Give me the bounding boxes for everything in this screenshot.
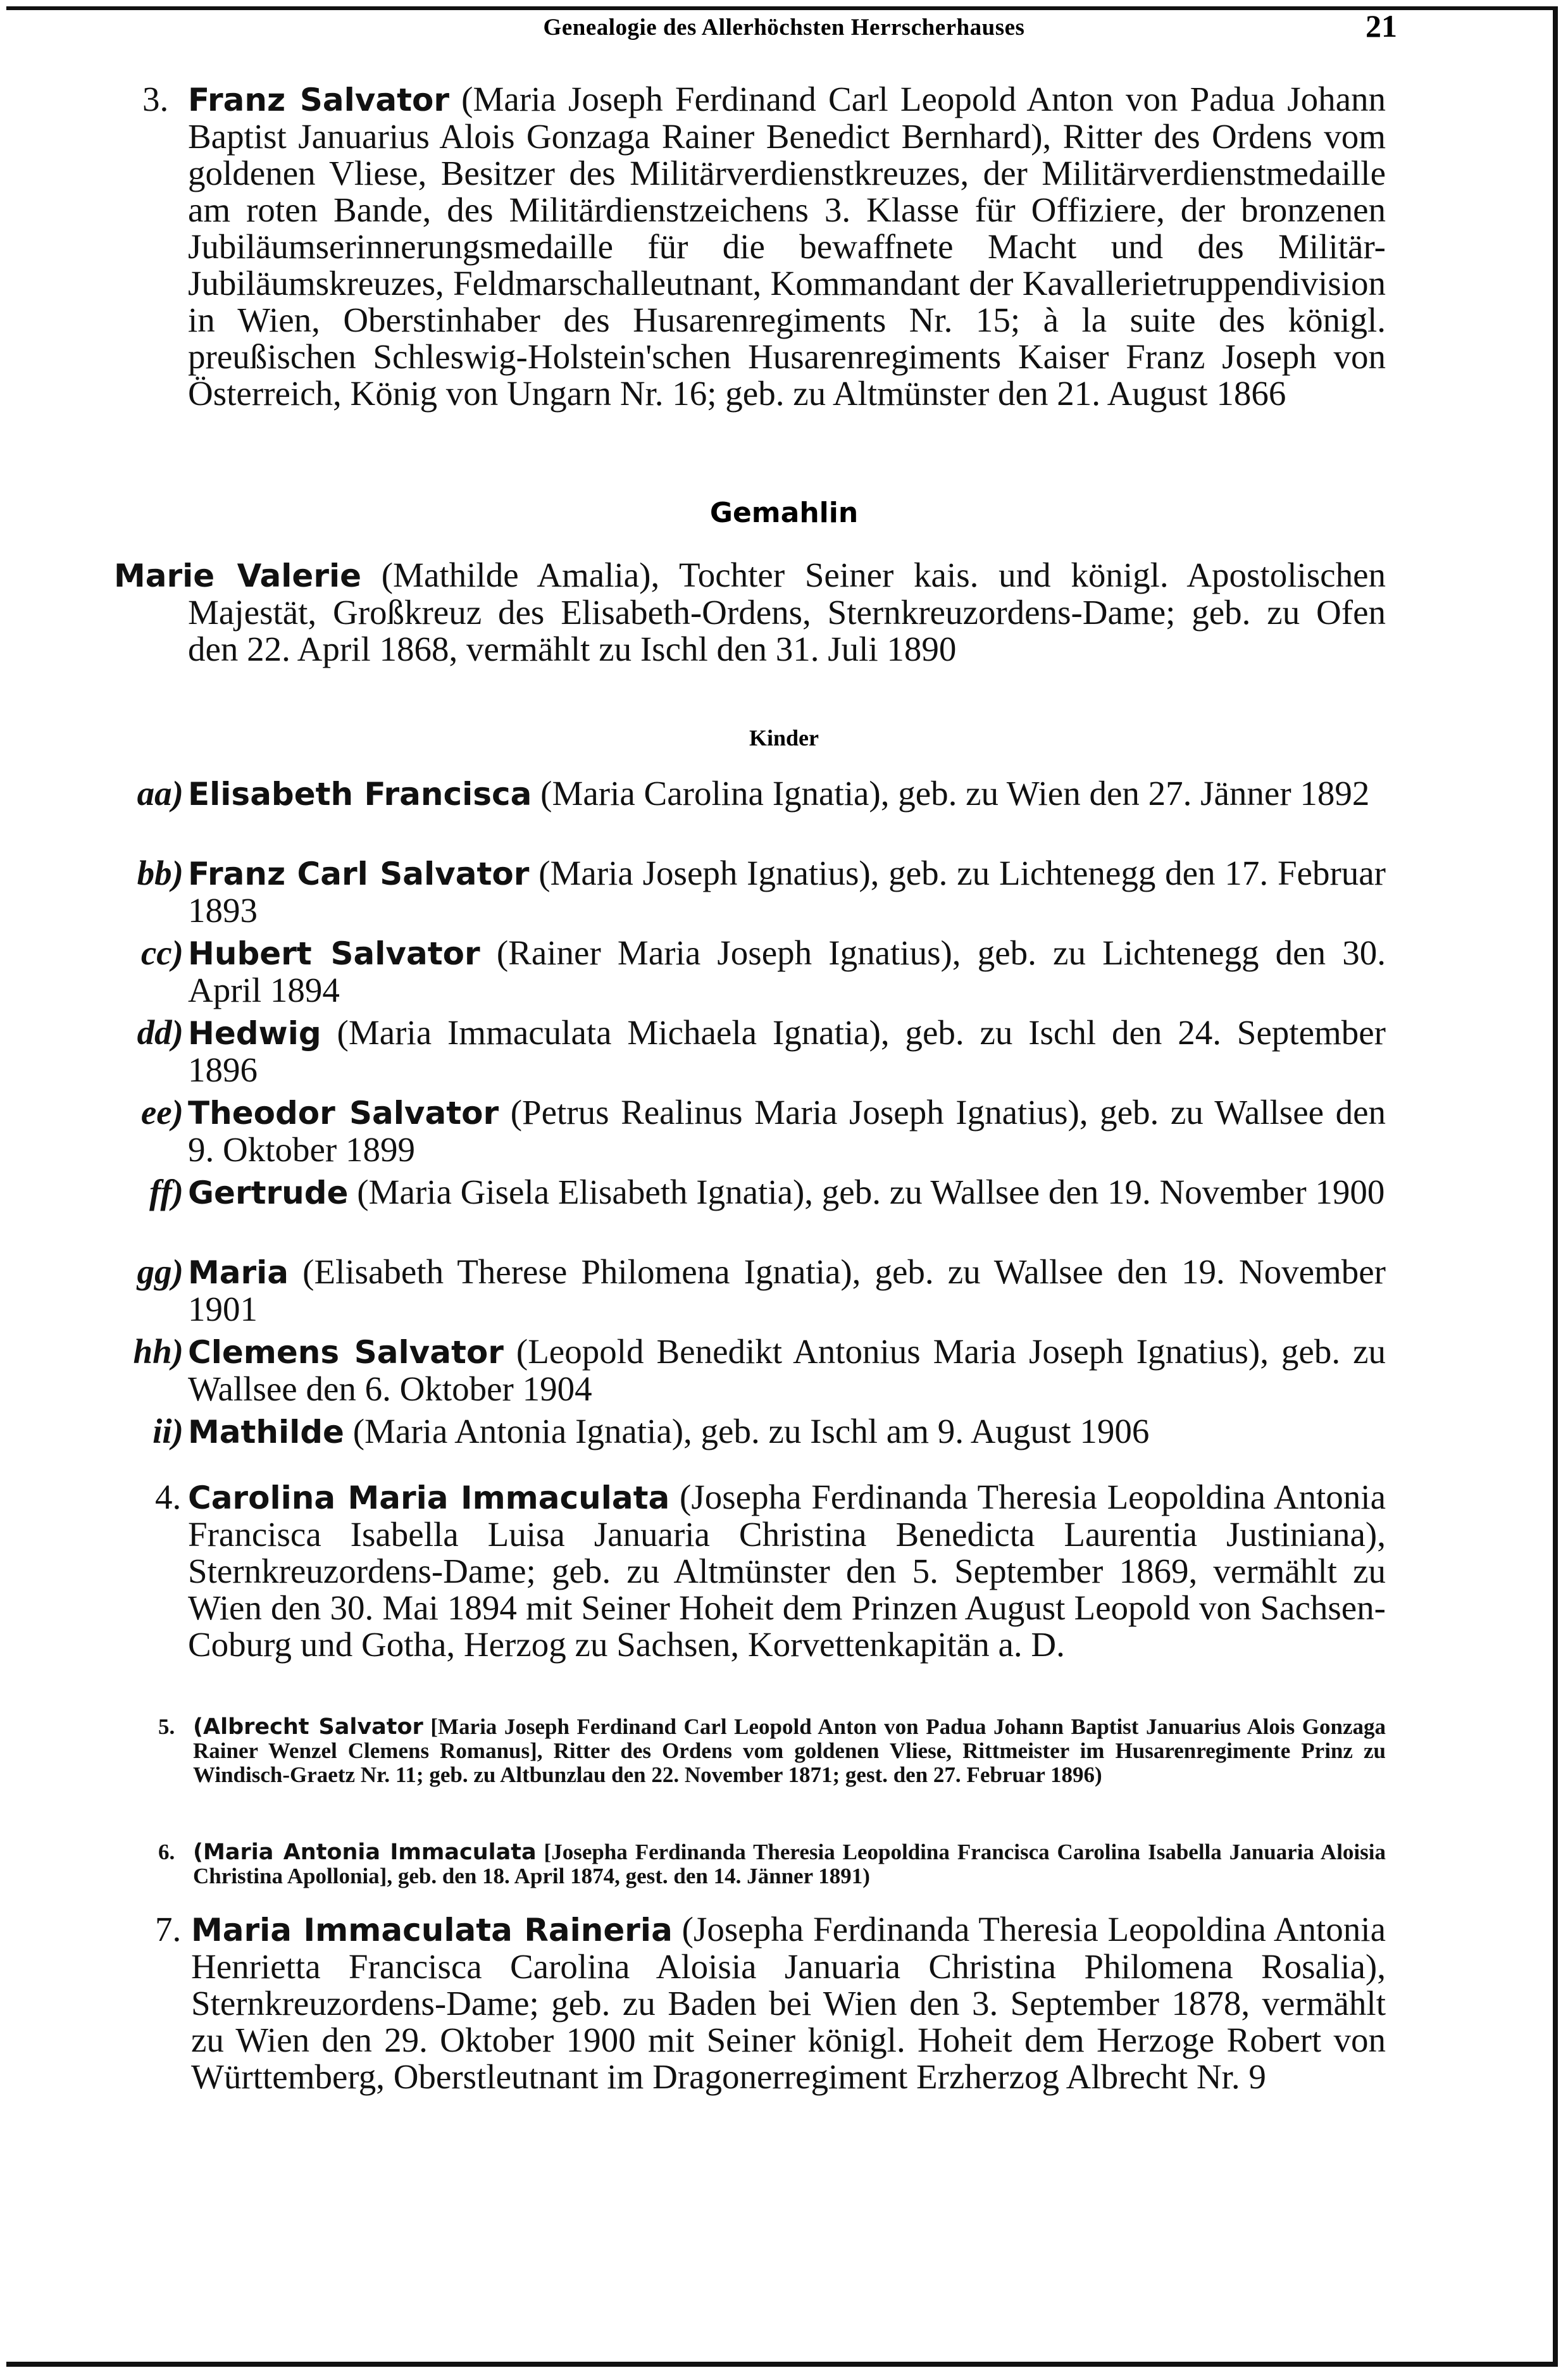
entry-name: (Albrecht Salvator [193, 1714, 423, 1740]
child-text: (Maria Immaculata Michaela Ignatia), geb. zu Ischl den 24. September 1896 [188, 1013, 1386, 1089]
list-item [114, 1014, 1386, 1094]
child-text: (Maria Joseph Ignatius), geb. zu Lichtenegg den 17. Februar 1893 [188, 854, 1386, 930]
spouse-text: (Mathilde Amalia), Tochter Seiner kais. und königl. Apostolischen Majestät, Großkreuz des Elisabeth-Ordens, Sternkreuzordens-Dame; geb. zu Ofen den 22. April 1868, vermählt zu Ischl den 31. Juli 1890 [188, 556, 1386, 668]
item-label: aa) [137, 774, 184, 813]
list-item [114, 1254, 1386, 1333]
entry-name: Carolina Maria Immaculata [188, 1480, 670, 1516]
spouse-name: Marie Valerie [114, 558, 362, 594]
list-item [114, 775, 1386, 855]
entry-6 [158, 1840, 1386, 1888]
entry-number: 5. [158, 1714, 175, 1739]
child-name: Maria [188, 1254, 289, 1291]
entry-text: (Josepha Ferdinanda Theresia Leopoldina Antonia Francisca Isabella Luisa Januaria Christina Benedicta Laurentia Justiniana), Sternkreuzordens-Dame; geb. zu Altmünster den 5. September 1869, vermählt zu Wien den 30. Mai 1894 mit Seiner Hoheit dem Prinzen August Leopold von Sachsen-Coburg und Gotha, Herzog zu Sachsen, Korvettenkapitän a. D. [188, 1478, 1386, 1664]
entry-5 [158, 1715, 1386, 1787]
entry-7 [155, 1911, 1386, 2095]
child-text: (Maria Gisela Elisabeth Ignatia), geb. zu Wallsee den 19. November 1900 [348, 1173, 1385, 1211]
child-name: Mathilde [188, 1414, 344, 1450]
list-item [114, 1413, 1386, 1457]
running-header: Genealogie des Allerhöchsten Herrscherhauses [543, 15, 1025, 41]
child-text: (Rainer Maria Joseph Ignatius), geb. zu Lichtenegg den 30. April 1894 [188, 933, 1386, 1009]
child-text: (Petrus Realinus Maria Joseph Ignatius), geb. zu Wallsee den 9. Oktober 1899 [188, 1093, 1386, 1169]
entry-text: [Josepha Ferdinanda Theresia Leopoldina Francisca Carolina Isabella Januaria Aloisia Christina Apollonia], geb. den 18. April 1874, gest. den 14. Jänner 1891) [193, 1840, 1386, 1888]
child-name: Elisabeth Francisca [188, 776, 532, 813]
list-item [114, 935, 1386, 1014]
child-name: Franz Carl Salvator [188, 856, 530, 892]
item-label: hh) [133, 1332, 184, 1371]
item-label: bb) [137, 854, 184, 892]
entry-number: 4. [155, 1478, 182, 1516]
child-name: Hedwig [188, 1015, 321, 1052]
entry-text: [Maria Joseph Ferdinand Carl Leopold Anton von Padua Johann Baptist Januarius Alois Gonzaga Rainer Wenzel Clemens Romanus], Ritter des Ordens vom goldenen Vliese, Rittmeister im Husarenregimente Prinz zu Windisch-Graetz Nr. 11; geb. zu Altbunzlau den 22. November 1871; gest. den 27. Februar 1896) [193, 1714, 1386, 1787]
section-heading-kinder: Kinder [749, 725, 819, 751]
spouse-entry [114, 557, 1386, 668]
entry-name: Franz Salvator [188, 82, 450, 118]
entry-text: (Josepha Ferdinanda Theresia Leopoldina Antonia Henrietta Francisca Carolina Aloisia Januaria Christina Philomena Rosalia), Sternkreuzordens-Dame; geb. zu Baden bei Wien den 3. September 1878, vermählt zu Wien den 29. Oktober 1900 mit Seiner königl. Hoheit dem Herzoge Robert von Württemberg, Oberstleutnant im Dragonerregiment Erzherzog Albrecht Nr. 9 [191, 1910, 1386, 2096]
item-label: ee) [140, 1093, 184, 1131]
section-heading-gemahlin: Gemahlin [709, 497, 859, 529]
list-item [114, 1174, 1386, 1254]
child-text: (Maria Antonia Ignatia), geb. zu Ischl am 9. August 1906 [344, 1412, 1150, 1450]
entry-name: (Maria Antonia Immaculata [193, 1840, 537, 1865]
list-item [114, 1333, 1386, 1413]
item-label: dd) [137, 1013, 184, 1052]
item-label: ff) [149, 1173, 184, 1211]
entry-4 [149, 1479, 1386, 1663]
item-label: ii) [152, 1412, 184, 1450]
child-name: Gertrude [188, 1175, 349, 1211]
child-text: (Leopold Benedikt Antonius Maria Joseph Ignatius), geb. zu Wallsee den 6. Oktober 1904 [188, 1332, 1386, 1408]
child-name: Theodor Salvator [188, 1095, 499, 1131]
children-list [114, 775, 1386, 1457]
page-number: 21 [1366, 8, 1397, 44]
list-item [114, 1094, 1386, 1174]
child-name: Clemens Salvator [188, 1334, 504, 1371]
item-label: gg) [137, 1252, 184, 1291]
child-text: (Maria Carolina Ignatia), geb. zu Wien den 27. Jänner 1892 [532, 774, 1370, 813]
child-text: (Elisabeth Therese Philomena Ignatia), geb. zu Wallsee den 19. November 1901 [188, 1252, 1386, 1328]
entry-number: 6. [158, 1840, 175, 1864]
child-name: Hubert Salvator [188, 935, 480, 972]
list-item [114, 855, 1386, 935]
entry-number: 7. [155, 1910, 182, 1948]
entry-number: 3. [142, 80, 169, 118]
entry-name: Maria Immaculata Raineria [191, 1912, 673, 1948]
item-label: cc) [140, 933, 184, 972]
entry-3 [142, 81, 1386, 412]
entry-text: (Maria Joseph Ferdinand Carl Leopold Anton von Padua Johann Baptist Januarius Alois Gonzaga Rainer Benedict Bernhard), Ritter des Ordens vom goldenen Vliese, Besitzer des Militärverdienstkreuzes, der Militärverdienstmedaille am roten Bande, des Militärdienstzeichens 3. Klasse für Offiziere, der bronzenen Jubiläumserinnerungsmedaille für die bewaffnete Macht und des Militär-Jubiläumskreuzes, Feldmarschalleutnant, Kommandant der Kavallerietruppendivision in Wien, Oberstinhaber des Husarenregiments Nr. 15; à la suite des königl. preußischen Schleswig-Holstein'schen Husarenregiments Kaiser Franz Joseph von Österreich, König von Ungarn Nr. 16; geb. zu Altmünster den 21. August 1866 [188, 80, 1386, 413]
